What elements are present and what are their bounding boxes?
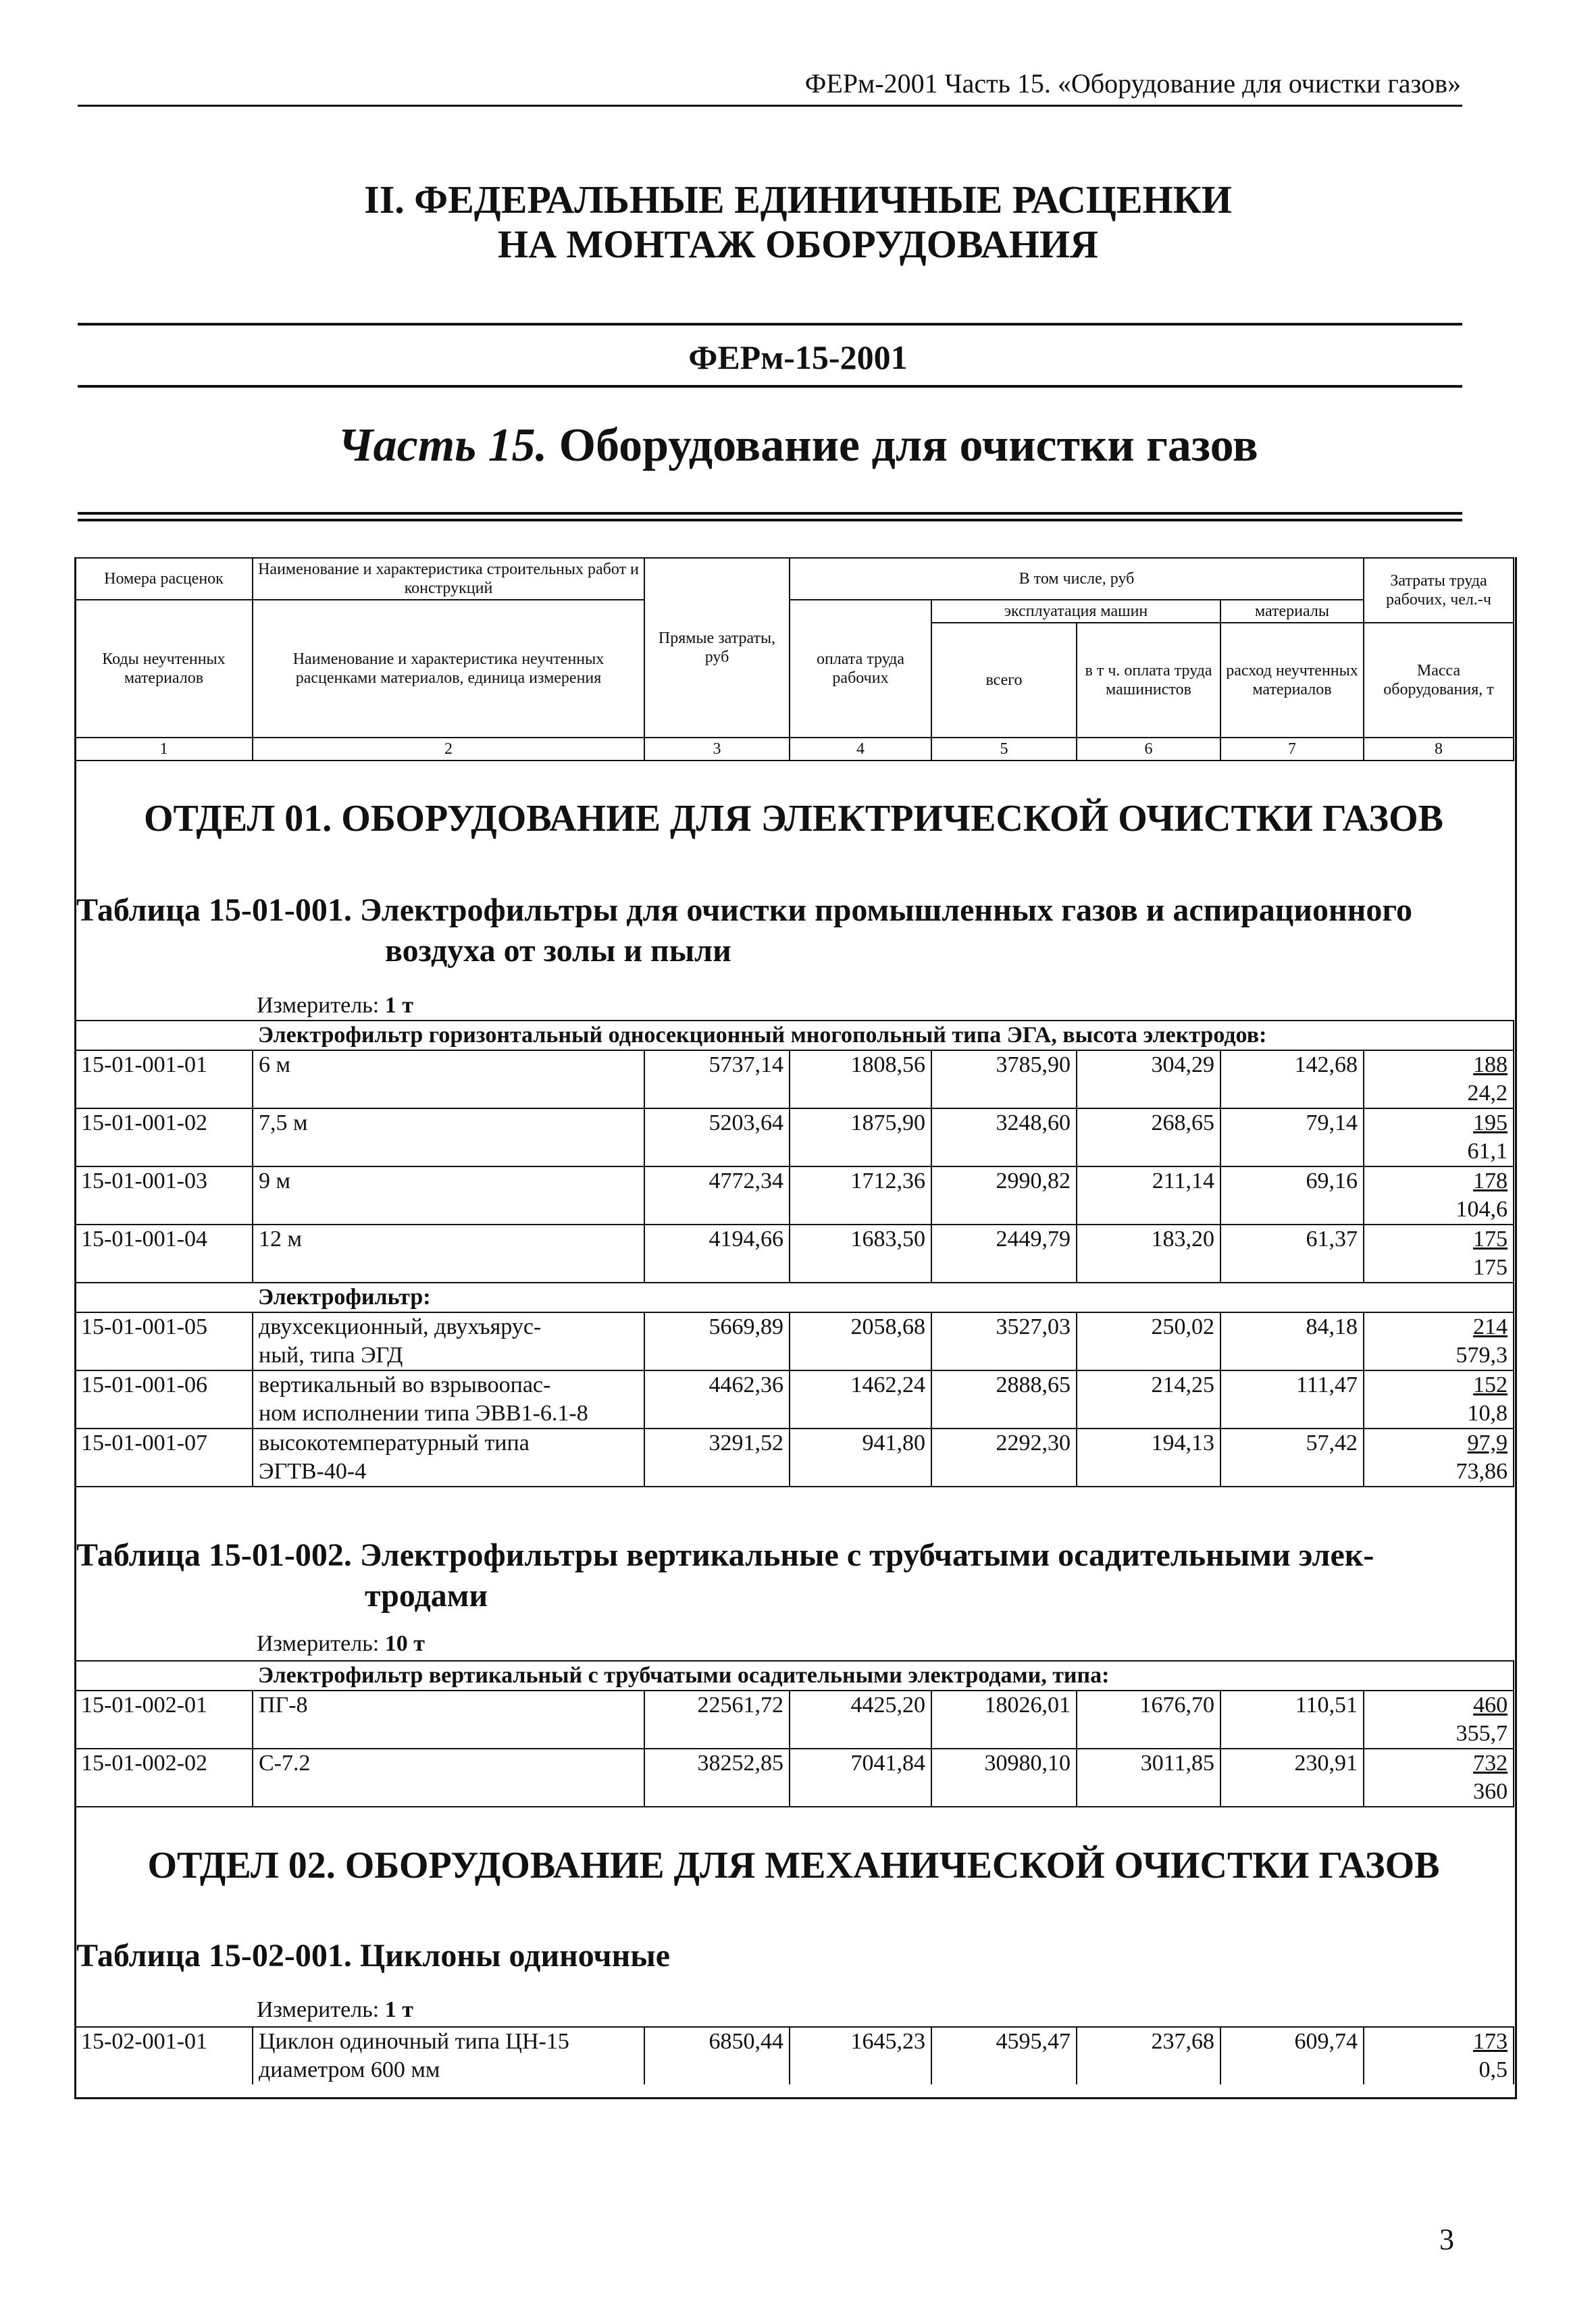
rate-name-1: Циклон одиночный типа ЦН-15 xyxy=(259,2029,569,2054)
rate-name-1: вертикальный во взрывоопас- xyxy=(259,1372,551,1397)
operators-pay: 194,13 xyxy=(1077,1429,1220,1487)
col-num-4: 4 xyxy=(790,738,931,761)
machine-total: 18026,01 xyxy=(931,1691,1077,1749)
rate-code: 15-01-001-07 xyxy=(75,1429,253,1487)
machine-total: 3785,90 xyxy=(931,1050,1077,1108)
rate-code: 15-01-002-01 xyxy=(75,1691,253,1749)
table-row xyxy=(75,1108,1514,1166)
labor-value: 178 xyxy=(1473,1168,1508,1193)
table-3-meter xyxy=(257,1997,413,2023)
rate-name: ПГ-8 xyxy=(253,1691,644,1749)
workers-pay: 1683,50 xyxy=(790,1225,931,1283)
operators-pay: 3011,85 xyxy=(1077,1749,1220,1807)
col-num-2: 2 xyxy=(253,738,644,761)
direct-costs: 38252,85 xyxy=(644,1749,790,1807)
labor-mass-cell xyxy=(1364,1225,1514,1283)
labor-value: 97,9 xyxy=(1467,1431,1508,1456)
table-15-01-002 xyxy=(74,1660,1514,1807)
table-1-title-1: Электрофильтры для очистки промышленных газов и аспирационного xyxy=(359,892,1412,928)
otdel-01-title: ОТДЕЛ 01. ОБОРУДОВАНИЕ ДЛЯ ЭЛЕКТРИЧЕСКОЙ ОЧИСТКИ ГАЗОВ xyxy=(143,798,1444,840)
machine-total: 4595,47 xyxy=(931,2027,1077,2084)
operators-pay: 304,29 xyxy=(1077,1050,1220,1108)
rate-name-2: ном исполнении типа ЭВВ1-6.1-8 xyxy=(259,1401,588,1426)
rate-name xyxy=(253,1312,644,1370)
table-1-meter xyxy=(257,993,413,1019)
materials: 110,51 xyxy=(1220,1691,1364,1749)
part-rule-1 xyxy=(78,512,1462,515)
rate-code: 15-01-002-02 xyxy=(75,1749,253,1807)
operators-pay: 250,02 xyxy=(1077,1312,1220,1370)
labor-mass-cell xyxy=(1364,1312,1514,1370)
mass-value: 24,2 xyxy=(1467,1081,1508,1106)
direct-costs: 5737,14 xyxy=(644,1050,790,1108)
rate-name: 9 м xyxy=(253,1166,644,1225)
labor-mass-cell xyxy=(1364,1749,1514,1807)
col-operators-pay: в т ч. оплата труда машинистов xyxy=(1077,623,1220,738)
materials: 84,18 xyxy=(1220,1312,1364,1370)
direct-costs: 6850,44 xyxy=(644,2027,790,2084)
machine-total: 2888,65 xyxy=(931,1370,1077,1429)
direct-costs: 4772,34 xyxy=(644,1166,790,1225)
table-15-02-001 xyxy=(74,2026,1514,2084)
rate-code: 15-01-001-05 xyxy=(75,1312,253,1370)
col-total: всего xyxy=(931,623,1077,738)
direct-costs: 22561,72 xyxy=(644,1691,790,1749)
mass-value: 579,3 xyxy=(1456,1343,1508,1368)
direct-costs: 5203,64 xyxy=(644,1108,790,1166)
workers-pay: 4425,20 xyxy=(790,1691,931,1749)
table-2-title-2: тродами xyxy=(365,1578,488,1614)
table-15-01-001 xyxy=(74,1020,1514,1487)
materials: 79,14 xyxy=(1220,1108,1364,1166)
col-num-8: 8 xyxy=(1364,738,1514,761)
table-2-group: Электрофильтр вертикальный с трубчатыми осадительными электродами, типа: xyxy=(75,1661,1514,1691)
rate-code: 15-02-001-01 xyxy=(75,2027,253,2084)
rate-code: 15-01-001-01 xyxy=(75,1050,253,1108)
rate-name-2: диаметром 600 мм xyxy=(259,2057,440,2082)
col-machine-operation: эксплуатация машин xyxy=(931,600,1220,623)
table-2-lead: Таблица 15-01-002. xyxy=(76,1537,352,1573)
machine-total: 2990,82 xyxy=(931,1166,1077,1225)
rate-name-2: ный, типа ЭГД xyxy=(259,1343,403,1368)
workers-pay: 1808,56 xyxy=(790,1050,931,1108)
labor-value: 214 xyxy=(1473,1314,1508,1339)
col-direct-costs: Прямые затраты, руб xyxy=(644,558,790,738)
labor-value: 175 xyxy=(1473,1227,1508,1252)
operators-pay: 183,20 xyxy=(1077,1225,1220,1283)
machine-total: 2449,79 xyxy=(931,1225,1077,1283)
table-1-group-a: Электрофильтр горизонтальный односекционный многопольный типа ЭГА, высота электродов: xyxy=(75,1021,1514,1050)
materials: 69,16 xyxy=(1220,1166,1364,1225)
section-title-line1: II. ФЕДЕРАЛЬНЫЕ ЕДИНИЧНЫЕ РАСЦЕНКИ xyxy=(364,178,1232,222)
col-including: В том числе, руб xyxy=(790,558,1364,600)
rate-name xyxy=(253,1429,644,1487)
labor-mass-cell xyxy=(1364,1166,1514,1225)
table-15-01-002-title xyxy=(76,1537,1374,1574)
direct-costs: 3291,52 xyxy=(644,1429,790,1487)
labor-value: 152 xyxy=(1473,1372,1508,1397)
machine-total: 3248,60 xyxy=(931,1108,1077,1166)
table-3-meter-label: Измеритель: xyxy=(257,1997,380,2022)
mass-value: 61,1 xyxy=(1467,1139,1508,1164)
otdel-02-title: ОТДЕЛ 02. ОБОРУДОВАНИЕ ДЛЯ МЕХАНИЧЕСКОЙ ОЧИСТКИ ГАЗОВ xyxy=(147,1845,1440,1886)
workers-pay: 941,80 xyxy=(790,1429,931,1487)
table-row xyxy=(75,1370,1514,1429)
rate-name-1: высокотемпературный типа xyxy=(259,1431,530,1456)
col-material-codes: Коды неучтенных материалов xyxy=(75,600,253,738)
section-title-line2: НА МОНТАЖ ОБОРУДОВАНИЯ xyxy=(498,222,1098,266)
table-row xyxy=(75,1166,1514,1225)
table-row xyxy=(75,1050,1514,1108)
rate-name xyxy=(253,2027,644,2084)
rate-name: 12 м xyxy=(253,1225,644,1283)
col-material-consumption: расход неучтенных материалов xyxy=(1220,623,1364,738)
machine-total: 3527,03 xyxy=(931,1312,1077,1370)
table-15-01-001-title xyxy=(76,892,1412,929)
column-header-table xyxy=(74,557,1514,761)
mass-value: 360 xyxy=(1473,1779,1508,1804)
rate-name xyxy=(253,1370,644,1429)
table-1-group-b: Электрофильтр: xyxy=(75,1283,1514,1312)
materials: 61,37 xyxy=(1220,1225,1364,1283)
col-materials: материалы xyxy=(1220,600,1364,623)
code-rule-bottom xyxy=(78,385,1462,388)
rate-name: С-7.2 xyxy=(253,1749,644,1807)
labor-value: 195 xyxy=(1473,1110,1508,1135)
part-title xyxy=(0,419,1596,473)
table-2-title-1: Электрофильтры вертикальные с трубчатыми осадительными элек- xyxy=(359,1537,1374,1573)
rate-name: 6 м xyxy=(253,1050,644,1108)
rate-name: 7,5 м xyxy=(253,1108,644,1166)
table-2-meter-label: Измеритель: xyxy=(257,1631,380,1656)
labor-value: 188 xyxy=(1473,1052,1508,1077)
code-title: ФЕРм-15-2001 xyxy=(688,338,908,376)
col-labor-costs: Затраты труда рабочих, чел.-ч xyxy=(1364,558,1514,623)
rate-code: 15-01-001-02 xyxy=(75,1108,253,1166)
col-num-5: 5 xyxy=(931,738,1077,761)
mass-value: 10,8 xyxy=(1467,1401,1508,1426)
table-1-title-2: воздуха от золы и пыли xyxy=(385,933,731,969)
col-equipment-mass: Масса оборудования, т xyxy=(1364,623,1514,738)
mass-value: 355,7 xyxy=(1456,1721,1508,1746)
col-work-name: Наименование и характеристика строительных работ и конструкций xyxy=(253,558,644,600)
table-row xyxy=(75,1429,1514,1487)
table-row xyxy=(75,2027,1514,2084)
col-num-6: 6 xyxy=(1077,738,1220,761)
table-3-meter-value: 1 т xyxy=(384,1997,413,2022)
direct-costs: 4194,66 xyxy=(644,1225,790,1283)
table-row xyxy=(75,1749,1514,1807)
table-1-lead: Таблица 15-01-001. xyxy=(76,892,352,928)
col-num-7: 7 xyxy=(1220,738,1364,761)
table-1-meter-label: Измеритель: xyxy=(257,993,380,1018)
labor-mass-cell xyxy=(1364,1108,1514,1166)
materials: 142,68 xyxy=(1220,1050,1364,1108)
labor-mass-cell xyxy=(1364,1050,1514,1108)
col-num-1: 1 xyxy=(75,738,253,761)
rate-code: 15-01-001-06 xyxy=(75,1370,253,1429)
direct-costs: 4462,36 xyxy=(644,1370,790,1429)
materials: 111,47 xyxy=(1220,1370,1364,1429)
table-2-meter-value: 10 т xyxy=(384,1631,425,1656)
labor-value: 732 xyxy=(1473,1751,1508,1776)
operators-pay: 237,68 xyxy=(1077,2027,1220,2084)
table-3-lead: Таблица 15-02-001. xyxy=(76,1938,352,1974)
mass-value: 104,6 xyxy=(1456,1197,1508,1222)
workers-pay: 7041,84 xyxy=(790,1749,931,1807)
code-rule-top xyxy=(78,323,1462,326)
col-material-name: Наименование и характеристика неучтенных расценками материалов, единица измерения xyxy=(253,600,644,738)
labor-mass-cell xyxy=(1364,1691,1514,1749)
workers-pay: 1462,24 xyxy=(790,1370,931,1429)
operators-pay: 214,25 xyxy=(1077,1370,1220,1429)
direct-costs: 5669,89 xyxy=(644,1312,790,1370)
labor-mass-cell xyxy=(1364,1370,1514,1429)
rate-code: 15-01-001-04 xyxy=(75,1225,253,1283)
table-2-meter xyxy=(257,1631,425,1657)
workers-pay: 1875,90 xyxy=(790,1108,931,1166)
labor-value: 173 xyxy=(1473,2029,1508,2054)
part-label: Часть 15. xyxy=(338,419,548,471)
part-rule-2 xyxy=(78,519,1462,521)
col-rates-number: Номера расценок xyxy=(75,558,253,600)
workers-pay: 2058,68 xyxy=(790,1312,931,1370)
materials: 609,74 xyxy=(1220,2027,1364,2084)
rate-name-1: двухсекционный, двухъярус- xyxy=(259,1314,542,1339)
table-row xyxy=(75,1312,1514,1370)
table-15-02-001-title xyxy=(76,1937,670,1975)
operators-pay: 211,14 xyxy=(1077,1166,1220,1225)
running-header: ФЕРм-2001 Часть 15. «Оборудование для очистки газов» xyxy=(804,68,1461,99)
labor-mass-cell xyxy=(1364,2027,1514,2084)
header-rule xyxy=(78,105,1462,107)
table-3-title-1: Циклоны одиночные xyxy=(359,1938,671,1974)
table-1-meter-value: 1 т xyxy=(384,993,413,1018)
mass-value: 73,86 xyxy=(1456,1459,1508,1484)
table-row xyxy=(75,1691,1514,1749)
workers-pay: 1712,36 xyxy=(790,1166,931,1225)
page-number: 3 xyxy=(1439,2223,1454,2256)
rate-name-2: ЭГТВ-40-4 xyxy=(259,1459,367,1484)
materials: 230,91 xyxy=(1220,1749,1364,1807)
machine-total: 2292,30 xyxy=(931,1429,1077,1487)
materials: 57,42 xyxy=(1220,1429,1364,1487)
mass-value: 175 xyxy=(1473,1255,1508,1280)
workers-pay: 1645,23 xyxy=(790,2027,931,2084)
mass-value: 0,5 xyxy=(1478,2057,1508,2082)
rate-code: 15-01-001-03 xyxy=(75,1166,253,1225)
labor-mass-cell xyxy=(1364,1429,1514,1487)
machine-total: 30980,10 xyxy=(931,1749,1077,1807)
col-workers-pay: оплата труда рабочих xyxy=(790,600,931,738)
table-row xyxy=(75,1225,1514,1283)
operators-pay: 268,65 xyxy=(1077,1108,1220,1166)
part-name: Оборудование для очистки газов xyxy=(559,419,1258,471)
col-num-3: 3 xyxy=(644,738,790,761)
operators-pay: 1676,70 xyxy=(1077,1691,1220,1749)
labor-value: 460 xyxy=(1473,1693,1508,1718)
